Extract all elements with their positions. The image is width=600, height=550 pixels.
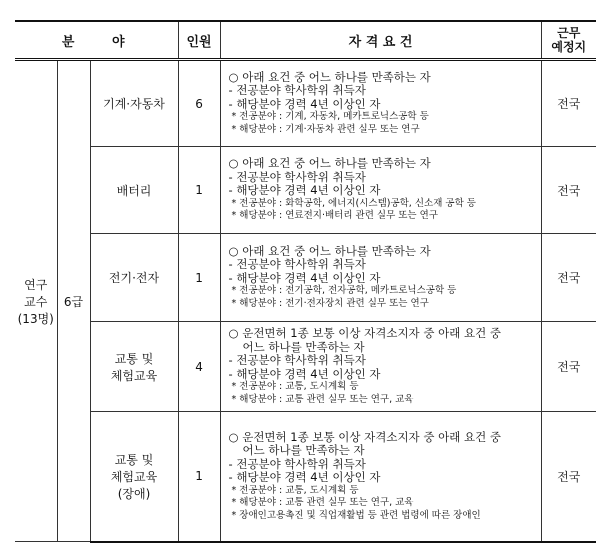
- requirements-cell: [220, 234, 541, 322]
- location-cell: 전국: [541, 322, 596, 412]
- location-cell: 전국: [541, 234, 596, 322]
- requirement-line: - 해당분야 경력 4년 이상인 자: [228, 183, 381, 198]
- requirement-line: ○ 아래 요건 중 어느 하나를 만족하는 자: [228, 156, 431, 171]
- note-line: * 장애인고용촉진 및 직업재활법 등 관련 법령에 따른 장애인: [231, 509, 481, 521]
- note-line: * 해당분야 : 교통 관련 실무 또는 연구, 교육: [231, 393, 414, 405]
- field-cell: [90, 147, 178, 234]
- table-row: [15, 412, 596, 542]
- note-line: * 해당분야 : 기계·자동차 관련 실무 또는 연구: [231, 123, 420, 135]
- header-row: [15, 21, 596, 60]
- field-line: (장애): [117, 486, 151, 501]
- requirement-line: - 해당분야 경력 4년 이상인 자: [228, 366, 381, 381]
- position-cell: [15, 60, 57, 542]
- position-line: 연구: [24, 277, 48, 292]
- field-cell: [90, 412, 178, 542]
- requirement-line: ○ 운전면허 1종 보통 이상 자격소지자 중 아래 요건 중: [228, 429, 501, 444]
- header-location-line1: 근무: [557, 26, 581, 40]
- field-cell: [90, 60, 178, 147]
- header-requirements: 자 격 요 건: [220, 21, 541, 60]
- header-location-line2: 예정지: [551, 40, 587, 54]
- note-line: * 전공분야 : 전기공학, 전자공학, 메카트로닉스공학 등: [231, 285, 457, 297]
- requirement-line: - 전공분야 학사학위 취득자: [228, 169, 366, 184]
- field-line: 기계·자동차: [103, 97, 165, 111]
- table-row: [15, 234, 596, 322]
- note-line: * 전공분야 : 교통, 도시계획 등: [231, 381, 359, 392]
- recruitment-table: [15, 20, 596, 543]
- header-field: [15, 21, 178, 60]
- headcount-cell: 4: [178, 322, 220, 412]
- requirement-line: - 전공분야 학사학위 취득자: [228, 353, 366, 367]
- table-row: [15, 147, 596, 234]
- field-line: 배터리: [116, 183, 152, 198]
- requirement-line: ○ 운전면허 1종 보통 이상 자격소지자 중 아래 요건 중: [228, 326, 501, 340]
- note-line: * 전공분야 : 기계, 자동차, 메카트로닉스공학 등: [231, 111, 429, 123]
- requirement-line: - 해당분야 경력 4년 이상인 자: [228, 270, 381, 285]
- field-line: 체험교육: [110, 469, 158, 484]
- header-headcount: 인원: [178, 21, 220, 60]
- field-line: 교통 및: [114, 351, 154, 366]
- requirement-line: - 전공분야 학사학위 취득자: [228, 83, 366, 98]
- table-row: [15, 322, 596, 412]
- requirement-line: - 해당분야 경력 4년 이상인 자: [228, 96, 381, 111]
- note-line: * 전공분야 : 교통, 도시계획 등: [231, 484, 359, 496]
- requirements-cell: [220, 412, 541, 542]
- position-line: (13명): [17, 311, 54, 326]
- note-line: * 해당분야 : 전기·전자장치 관련 실무 또는 연구: [231, 297, 429, 309]
- note-line: * 해당분야 : 연료전지·배터리 관련 실무 또는 연구: [231, 210, 438, 222]
- field-cell: [90, 322, 178, 412]
- field-line: 체험교육: [110, 368, 158, 383]
- location-cell: 전국: [541, 412, 596, 542]
- requirements-cell: [220, 322, 541, 412]
- headcount-cell: 1: [178, 234, 220, 322]
- requirement-line: 어느 하나를 만족하는 자: [242, 339, 365, 354]
- field-line: 전기·전자: [108, 271, 160, 285]
- requirement-line: ○ 아래 요건 중 어느 하나를 만족하는 자: [228, 69, 431, 84]
- header-field-label: 분 야: [61, 34, 131, 50]
- field-line: 교통 및: [114, 452, 154, 467]
- requirement-line: - 전공분야 학사학위 취득자: [228, 257, 366, 272]
- location-cell: 전국: [541, 147, 596, 234]
- note-line: * 전공분야 : 화학공학, 에너지(시스템)공학, 신소재 공학 등: [231, 197, 476, 209]
- note-line: * 해당분야 : 교통 관련 실무 또는 연구, 교육: [231, 497, 414, 508]
- location-cell: 전국: [541, 60, 596, 147]
- headcount-cell: 1: [178, 147, 220, 234]
- position-line: 교수: [24, 294, 48, 309]
- grade-cell: 6급: [57, 60, 90, 542]
- requirement-line: - 전공분야 학사학위 취득자: [228, 456, 366, 471]
- headcount-cell: 6: [178, 60, 220, 147]
- requirement-line: - 해당분야 경력 4년 이상인 자: [228, 470, 381, 484]
- header-location: [541, 21, 596, 60]
- table-row: [15, 60, 596, 147]
- requirements-cell: [220, 60, 541, 147]
- requirements-cell: [220, 147, 541, 234]
- requirement-line: 어느 하나를 만족하는 자: [242, 443, 365, 457]
- requirement-line: ○ 아래 요건 중 어느 하나를 만족하는 자: [228, 243, 431, 258]
- field-cell: [90, 234, 178, 322]
- headcount-cell: 1: [178, 412, 220, 542]
